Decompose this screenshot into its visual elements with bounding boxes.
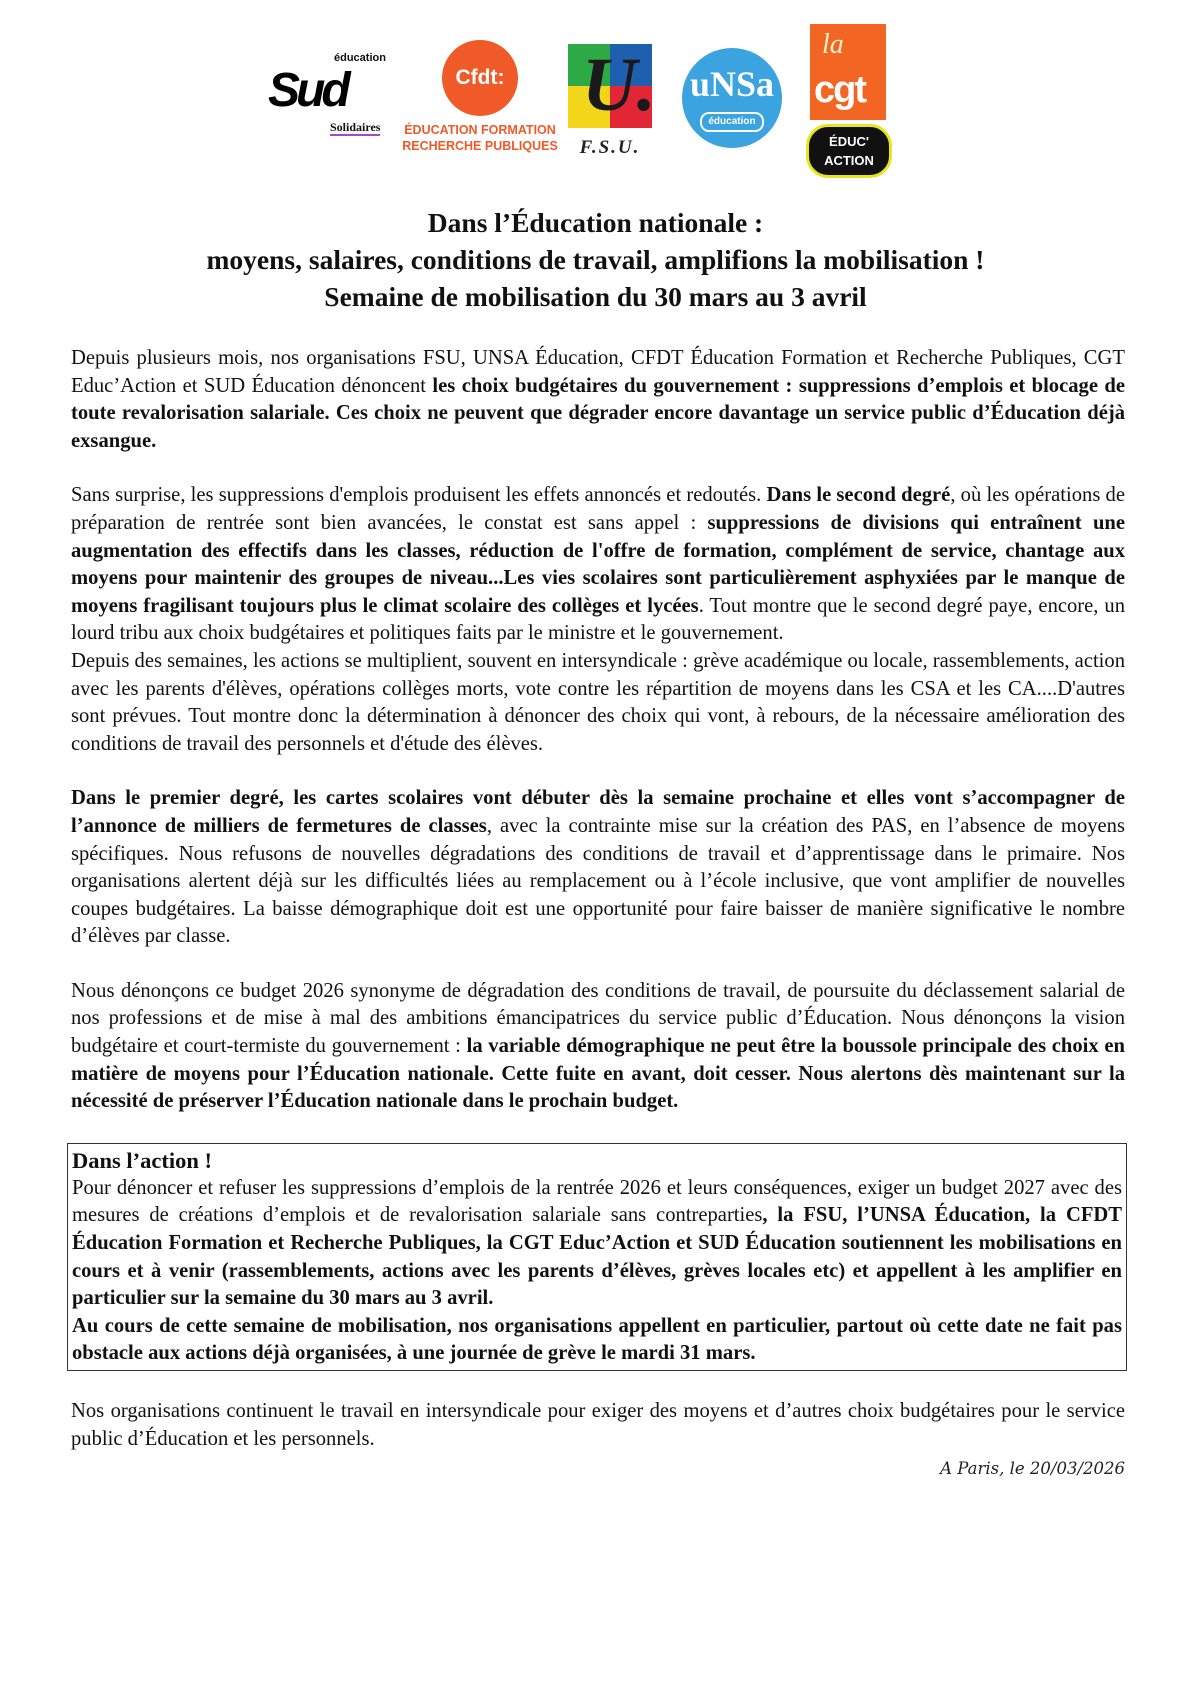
paragraph-conclusion <box>71 1398 1125 1453</box>
cgt-logo-line2: ACTION <box>824 153 874 168</box>
sud-logo-bottom: Solidaires <box>330 120 381 134</box>
cfdt-logo-word: Cfdt: <box>455 66 505 89</box>
text: Sans surprise, les suppressions d'emplois produisent les effets annoncés et redoutés. <box>71 484 767 507</box>
fsu-logo-label: F.S.U. <box>579 137 641 158</box>
cgt-logo-la: la <box>822 29 844 60</box>
unsa-logo-word: uNSa <box>689 64 775 104</box>
text: Nous dénonçons ce budget 2026 synonyme de dégradation des conditions de travail, de poursuite du déclassement salarial de nos professions et de mise à mal des ambitions émancipatrices du service public d’Éducation. Nous dénonçons la vision budgétaire et court-termiste du gouvernement : <box>71 979 1125 1058</box>
title-line-1: Dans l’Éducation nationale : <box>427 207 764 238</box>
fsu-logo <box>568 44 658 168</box>
text: , où les opérations de préparation de rentrée sont bien avancées, le constat est sans appel : <box>71 484 1125 534</box>
bold-text: Dans le second degré <box>766 484 951 507</box>
union-logos <box>0 0 1191 190</box>
paragraph-intro <box>71 345 1125 455</box>
bold-text: Dans le premier degré, les cartes scolaires vont débuter dès la semaine prochaine et elles vont s’accompagner de l’annonce de milliers de fermetures de classes <box>71 787 1125 837</box>
text: . Tout montre que le second degré paye, encore, un lourd tribu aux choix budgétaires et politiques faits par le ministre et le gouvernement. <box>71 594 1125 645</box>
bold-text: Au cours de cette semaine de mobilisation, nos organisations appellent en particulier, partout où cette date ne fait pas obstacle aux actions déjà organisées, à une journée de grève le mardi 31 mars. <box>72 1314 1122 1365</box>
text: , avec la contrainte mise sur la création des PAS, en l’absence de moyens spécifiques. Nous refusons de nouvelles dégradations des conditions de travail et d’apprentissage dans le primaire. Nos organisations alertent déjà sur les difficultés liées au remplacement ou à l’école inclusive, que vont amplifier de nouvelles coupes budgétaires. La baisse démographique doit est une opportunité pour faire baisser de manière significative le nombre d’élèves par classe. <box>71 814 1125 948</box>
unsa-logo-sub: éducation <box>700 112 764 132</box>
paragraph-second-degre <box>71 482 1125 758</box>
fsu-logo-letter: U. <box>582 43 656 127</box>
text: Depuis plusieurs mois, nos organisations FSU, UNSA Éducation, CFDT Éducation Formation et Recherche Publiques, CGT Educ’Action et SUD Éducation dénoncent <box>71 347 1125 397</box>
date-signature: A Paris, le 20/03/2026 <box>940 1459 1125 1479</box>
bold-text: la variable démographique ne peut être la boussole principale des choix en matière de moyens pour l’Éducation nationale. Cette fuite en avant, doit cesser. Nous alertons dès maintenant sur la nécessité de préserver l’Éducation nationale dans le prochain budget. <box>71 1035 1125 1113</box>
box-heading: Dans l’action ! <box>72 1147 212 1173</box>
sud-logo-word: Sud <box>268 64 347 117</box>
paragraph-budget-2026 <box>71 978 1125 1116</box>
bold-text: les choix budgétaires du gouvernement : suppressions d’emplois et blocage de toute revalorisation salariale. Ces choix ne peuvent que dégrader encore davantage un service public d’Éducation déjà exsangue. <box>71 374 1125 452</box>
paragraph-actions: Depuis des semaines, les actions se multiplient, souvent en intersyndicale : grève académique ou locale, rassemblements, action avec les parents d'élèves, opérations collèges morts, vote contre les répartition de moyens dans les CSA et les CA....D'autres sont prévues. Tout montre donc la détermination à dénoncer des choix qui vont, à rebours, de la nécessaire amélioration des conditions de travail des personnels et d'étude des élèves. <box>71 649 1125 755</box>
cfdt-logo-line2: RECHERCHE PUBLIQUES <box>402 139 558 153</box>
sud-education-logo <box>268 52 398 148</box>
cgt-logo-line1: ÉDUC' <box>829 134 869 149</box>
page-title <box>0 204 1191 315</box>
bold-text: , la FSU, l’UNSA Éducation, la CFDT Éducation Formation et Recherche Publiques, la CGT Educ’Action et SUD Éducation soutiennent les mobilisations en cours et à venir (rassemblements, actions avec les parents d’élèves, grèves locales etc) et appellent à les amplifier en particulier sur la semaine du 30 mars au 3 avril. <box>72 1204 1123 1310</box>
text: Nos organisations continuent le travail en intersyndicale pour exiger des moyens et d’autres choix budgétaires pour le service public d’Éducation et les personnels. <box>71 1400 1125 1450</box>
cgt-educaction-logo <box>810 24 890 180</box>
title-line-3: Semaine de mobilisation du 30 mars au 3 avril <box>324 281 867 312</box>
cgt-logo-educaction <box>806 124 892 178</box>
unsa-education-logo <box>682 48 782 148</box>
cfdt-logo-circle <box>442 40 518 116</box>
bold-text: suppressions de divisions qui entraînent une augmentation des effectifs dans les classes, réduction de l'offre de formation, complément de service, chantage aux moyens pour maintenir des groupes de niveau...Les vies scolaires sont particulièrement asphyxiées par le manque de moyens fragilisant toujours plus le climat scolaire des collèges et lycées <box>71 511 1125 617</box>
sud-logo-top: éducation <box>334 52 386 64</box>
text: Pour dénoncer et refuser les suppressions d’emplois de la rentrée 2026 et leurs conséquences, exiger un budget 2027 avec des mesures de créations d’emplois et de revalorisation salariale sans contreparties <box>72 1176 1122 1227</box>
cgt-logo-block <box>810 24 886 120</box>
cfdt-logo-line1: ÉDUCATION FORMATION <box>404 123 556 137</box>
cfdt-logo <box>402 40 558 170</box>
call-to-action-box <box>67 1143 1127 1371</box>
paragraph-premier-degre <box>71 785 1125 951</box>
cgt-logo-word: cgt <box>814 69 865 111</box>
cfdt-logo-subtitle <box>400 122 560 154</box>
title-line-2: moyens, salaires, conditions de travail, amplifions la mobilisation ! <box>206 244 985 275</box>
